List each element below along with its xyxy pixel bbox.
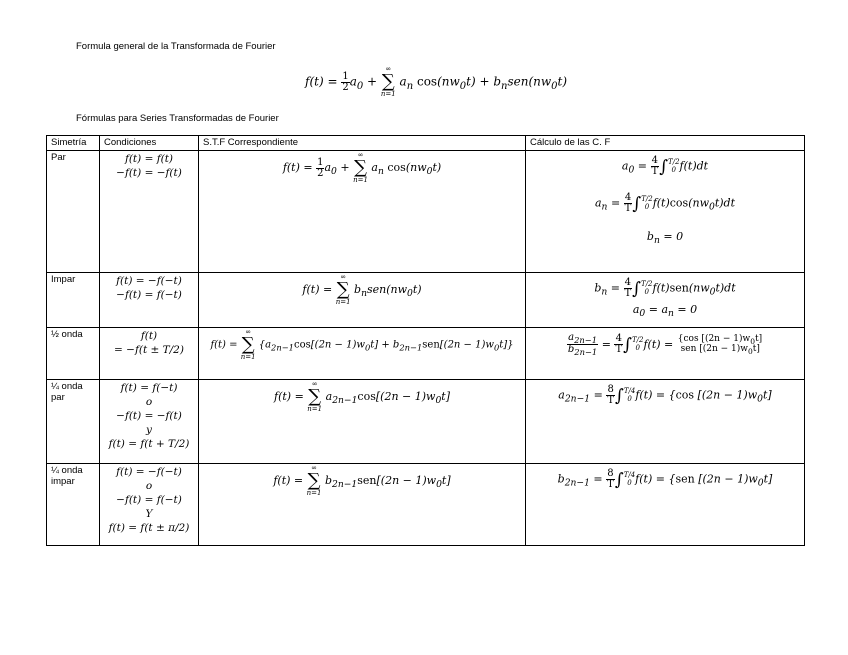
condition-line: −f(t) = f(−t) xyxy=(116,494,182,506)
conditions-cell xyxy=(100,328,199,380)
condition-line: = −f(t ± T/2) xyxy=(114,344,184,356)
series-cell: f(t) = ∞ ∑ n=1 $a_{2n-1}\cos[(2n - 1)w_0t]$ xyxy=(199,380,526,464)
table-header-row xyxy=(47,136,805,151)
condition-line: f(t) = f(−t) xyxy=(120,382,178,394)
series-formulas-heading: Fórmulas para Series Transformadas de Fourier xyxy=(76,113,279,124)
table-row-quarter-wave-even xyxy=(47,380,805,464)
table-row-odd xyxy=(47,273,805,328)
conditions-cell xyxy=(100,464,199,546)
coefficients-cell: $b_n$ = $\frac{4}{T}$ ∫T/2 0 $f(t)sen(nw_0t)dt$ $a_0 = a_n = 0$ xyxy=(526,273,805,328)
condition-line: f(t) = f(t) xyxy=(124,153,174,165)
condition-line: −f(t) = f(−t) xyxy=(116,289,182,301)
symmetry-cell: ¼ onda par xyxy=(47,380,100,464)
condition-line: o xyxy=(145,480,153,492)
condition-line: Y xyxy=(145,508,153,520)
coefficients-cell: $\frac{a_{2n-1}}{b_{2n-1}}$ = $\frac{4}{T}$ ∫T/2 0 f(t) = {cos $[(2n - 1)w_0t]$ sen $[(2n - 1)w_0t]$ xyxy=(526,328,805,380)
table-row-quarter-wave-odd xyxy=(47,464,805,546)
coefficients-cell: $a_{2n-1}$ = $\frac{8}{T}$ ∫T/4 0 f(t) = {cos $[(2n - 1)w_0t]$ xyxy=(526,380,805,464)
condition-line: f(t) = f(t ± π/2) xyxy=(108,522,190,534)
general-formula-heading: Formula general de la Transformada de Fourier xyxy=(76,41,276,52)
coefficients-cell: $b_{2n-1}$ = $\frac{8}{T}$ ∫T/4 0 f(t) = {sen $[(2n - 1)w_0t]$ xyxy=(526,464,805,546)
table-row-even xyxy=(47,151,805,273)
fourier-series-table xyxy=(46,135,805,546)
table-row-half-wave xyxy=(47,328,805,380)
symmetry-cell: Impar xyxy=(47,273,100,328)
coefficients-cell: $a_0$ = $\frac{4}{T}$ ∫T/2 0 f(t)dt $a_n$ = $\frac{4}{T}$ ∫T/2 0 $f(t)\cos(nw_0t)dt$ $b_n = 0$ xyxy=(526,151,805,273)
column-header-coefficients: Cálculo de las C. F xyxy=(526,136,805,151)
condition-line: f(t) = f(t + T/2) xyxy=(108,438,190,450)
column-header-series: S.T.F Correspondiente xyxy=(199,136,526,151)
column-header-symmetry: Simetría xyxy=(47,136,100,151)
symmetry-cell: ½ onda xyxy=(47,328,100,380)
symmetry-cell: Par xyxy=(47,151,100,273)
general-fourier-formula: f(t) = $\frac{1}{2}$ $a_0$ + ∞ ∑ n=1 $a_n$ $\cos(nw_0t) + b_nsen(nw_0t)$ xyxy=(305,65,568,98)
conditions-cell xyxy=(100,380,199,464)
conditions-cell xyxy=(100,151,199,273)
condition-line: f(t) = −f(−t) xyxy=(116,466,182,478)
column-header-conditions: Condiciones xyxy=(100,136,199,151)
series-cell: f(t) = ∞ ∑ n=1 $\{a_{2n-1}\cos[(2n - 1)w_0t] + b_{2n-1}sen[(2n - 1)w_0t]\}$ xyxy=(199,328,526,380)
series-cell: f(t) = ∞ ∑ n=1 $b_nsen(nw_0t)$ xyxy=(199,273,526,328)
condition-line: o xyxy=(145,396,153,408)
series-cell: f(t) = $\frac{1}{2}$ $a_0$ + ∞ ∑ n=1 $a_n$ $\cos(nw_0t)$ xyxy=(199,151,526,273)
series-cell: f(t) = ∞ ∑ n=1 $b_{2n-1}sen[(2n - 1)w_0t]$ xyxy=(199,464,526,546)
condition-line: −f(t) = −f(t) xyxy=(116,410,182,422)
symmetry-cell: ¼ onda impar xyxy=(47,464,100,546)
conditions-cell xyxy=(100,273,199,328)
condition-line: y xyxy=(146,424,152,436)
condition-line: −f(t) = −f(t) xyxy=(116,167,182,179)
condition-line: f(t) = −f(−t) xyxy=(116,275,182,287)
condition-line: f(t) xyxy=(140,330,158,342)
